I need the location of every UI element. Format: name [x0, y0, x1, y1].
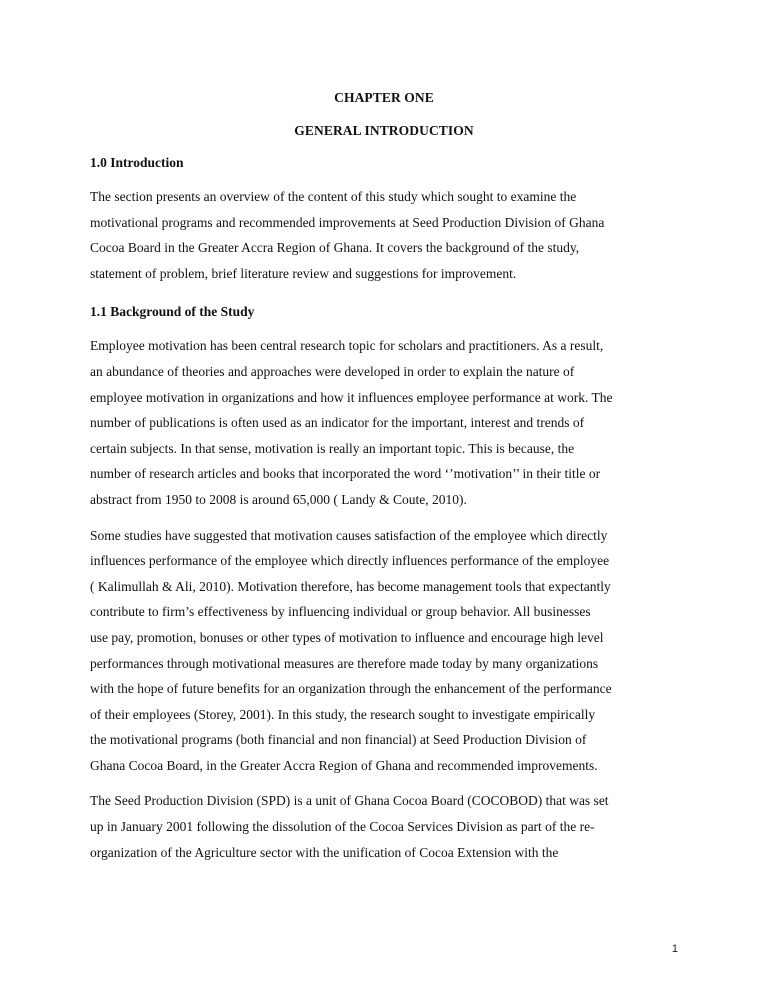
document-body	[90, 155, 676, 865]
background-paragraph-1	[90, 333, 676, 512]
section-heading-background: 1.1 Background of the Study	[90, 304, 255, 320]
chapter-title: CHAPTER ONE	[334, 90, 434, 105]
paragraph-line: influences performance of the employee which directly influences performance of the employee	[90, 553, 610, 569]
paragraph-line: organization of the Agriculture sector with the unification of Cocoa Extension with the	[90, 844, 559, 860]
paragraph-line: statement of problem, brief literature review and suggestions for improvement.	[90, 265, 517, 281]
paragraph-line: abstract from 1950 to 2008 is around 65,000 ( Landy & Coute, 2010).	[90, 491, 467, 507]
paragraph-line: employee motivation in organizations and how it influences employee performance at work. The	[90, 389, 613, 405]
paragraph-line: The section presents an overview of the content of this study which sought to examine the	[90, 189, 577, 204]
paragraph-line: The Seed Production Division (SPD) is a unit of Ghana Cocoa Board (COCOBOD) that was set	[90, 793, 609, 809]
page-number: 1	[671, 943, 678, 955]
paragraph-line: Employee motivation has been central research topic for scholars and practitioners. As a result,	[90, 338, 604, 354]
section-heading-introduction: 1.0 Introduction	[90, 155, 184, 170]
paragraph-line: an abundance of theories and approaches were developed in order to explain the nature of	[90, 363, 575, 379]
paragraph-line: motivational programs and recommended improvements at Seed Production Division of Ghana	[90, 214, 605, 230]
paragraph-line: ( Kalimullah & Ali, 2010). Motivation therefore, has become management tools that expectantly	[90, 578, 611, 594]
background-paragraph-3	[90, 788, 676, 865]
paragraph-line: with the hope of future benefits for an organization through the enhancement of the performance	[90, 681, 612, 697]
paragraph-line: performances through motivational measures are therefore made today by many organizations	[90, 655, 599, 671]
paragraph-line: Ghana Cocoa Board, in the Greater Accra Region of Ghana and recommended improvements.	[90, 757, 598, 773]
paragraph-line: certain subjects. In that sense, motivation is really an important topic. This is because, the	[90, 440, 575, 456]
paragraph-line: up in January 2001 following the dissolution of the Cocoa Services Division as part of the re-	[90, 819, 595, 835]
paragraph-line: of their employees (Storey, 2001). In this study, the research sought to investigate empirically	[90, 706, 596, 722]
paragraph-line: use pay, promotion, bonuses or other types of motivation to influence and encourage high level	[90, 629, 604, 645]
paragraph-line: contribute to firm’s effectiveness by influencing individual or group behavior. All businesses	[90, 604, 591, 620]
introduction-paragraph	[90, 184, 676, 286]
paragraph-line: Cocoa Board in the Greater Accra Region of Ghana. It covers the background of the study,	[90, 240, 580, 256]
background-paragraph-2	[90, 523, 676, 779]
paragraph-line: the motivational programs (both financial and non financial) at Seed Production Division of	[90, 732, 587, 748]
paragraph-line: number of publications is often used as an indicator for the important, interest and trends of	[90, 415, 585, 431]
chapter-subtitle: GENERAL INTRODUCTION	[294, 123, 474, 138]
paragraph-line: number of research articles and books that incorporated the word ‘’motivation’’ in their title or	[90, 466, 601, 482]
paragraph-line: Some studies have suggested that motivation causes satisfaction of the employee which directly	[90, 527, 608, 543]
